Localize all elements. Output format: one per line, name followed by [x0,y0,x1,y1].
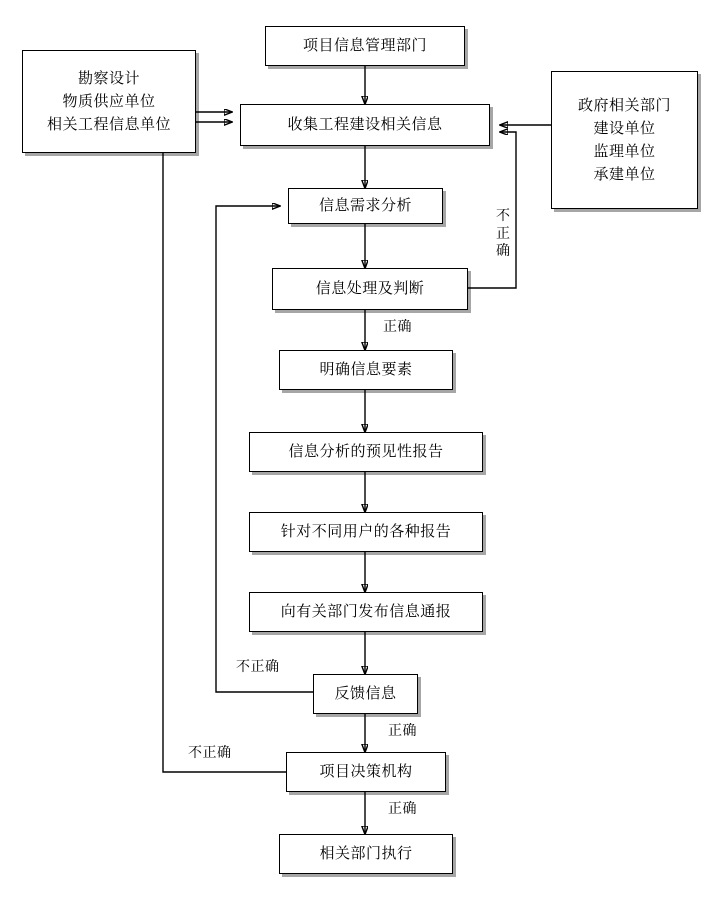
node-line: 收集工程建设相关信息 [287,115,443,134]
node-user-specific-reports [249,512,483,552]
node-project-info-dept [265,26,465,66]
node-line: 项目信息管理部门 [302,36,427,55]
edge-label-incorrect-decision: 不正确 [188,745,232,761]
node-line: 信息分析的预见性报告 [288,442,444,461]
node-line: 监理单位 [593,142,656,160]
node-define-elements [279,350,453,390]
node-line: 物质供应单位 [62,91,156,110]
node-feedback-information [313,674,418,714]
node-line: 政府相关部门 [577,95,671,114]
node-publish-bulletin [249,592,483,632]
node-line: 勘察设计 [77,68,140,87]
node-line: 信息需求分析 [318,196,412,215]
edge-label-correct-process: 正确 [383,319,412,335]
node-government-units [551,71,698,209]
edge-label-correct-decision: 正确 [388,801,417,817]
node-line: 反馈信息 [334,684,397,703]
node-departments-execute [279,834,453,874]
edge-label-incorrect-right: 不正确 [496,208,511,259]
node-line: 相关部门执行 [319,844,413,863]
node-survey-design [22,50,196,153]
node-decision-body [286,752,446,792]
edge-label-incorrect-feedback: 不正确 [236,659,280,675]
edge-label-correct-feedback: 正确 [388,723,417,739]
node-line: 向有关部门发布信息通报 [280,602,452,621]
node-line: 信息处理及判断 [315,279,425,298]
node-collect-information [240,104,490,146]
node-line: 项目决策机构 [319,762,413,781]
node-line: 承建单位 [593,165,656,184]
node-predictive-report [249,432,483,472]
node-line: 相关工程信息单位 [46,115,171,134]
node-demand-analysis [288,188,443,224]
node-line: 建设单位 [593,118,656,137]
node-information-processing [272,268,468,310]
node-line: 明确信息要素 [319,360,413,379]
node-line: 针对不同用户的各种报告 [280,522,452,541]
